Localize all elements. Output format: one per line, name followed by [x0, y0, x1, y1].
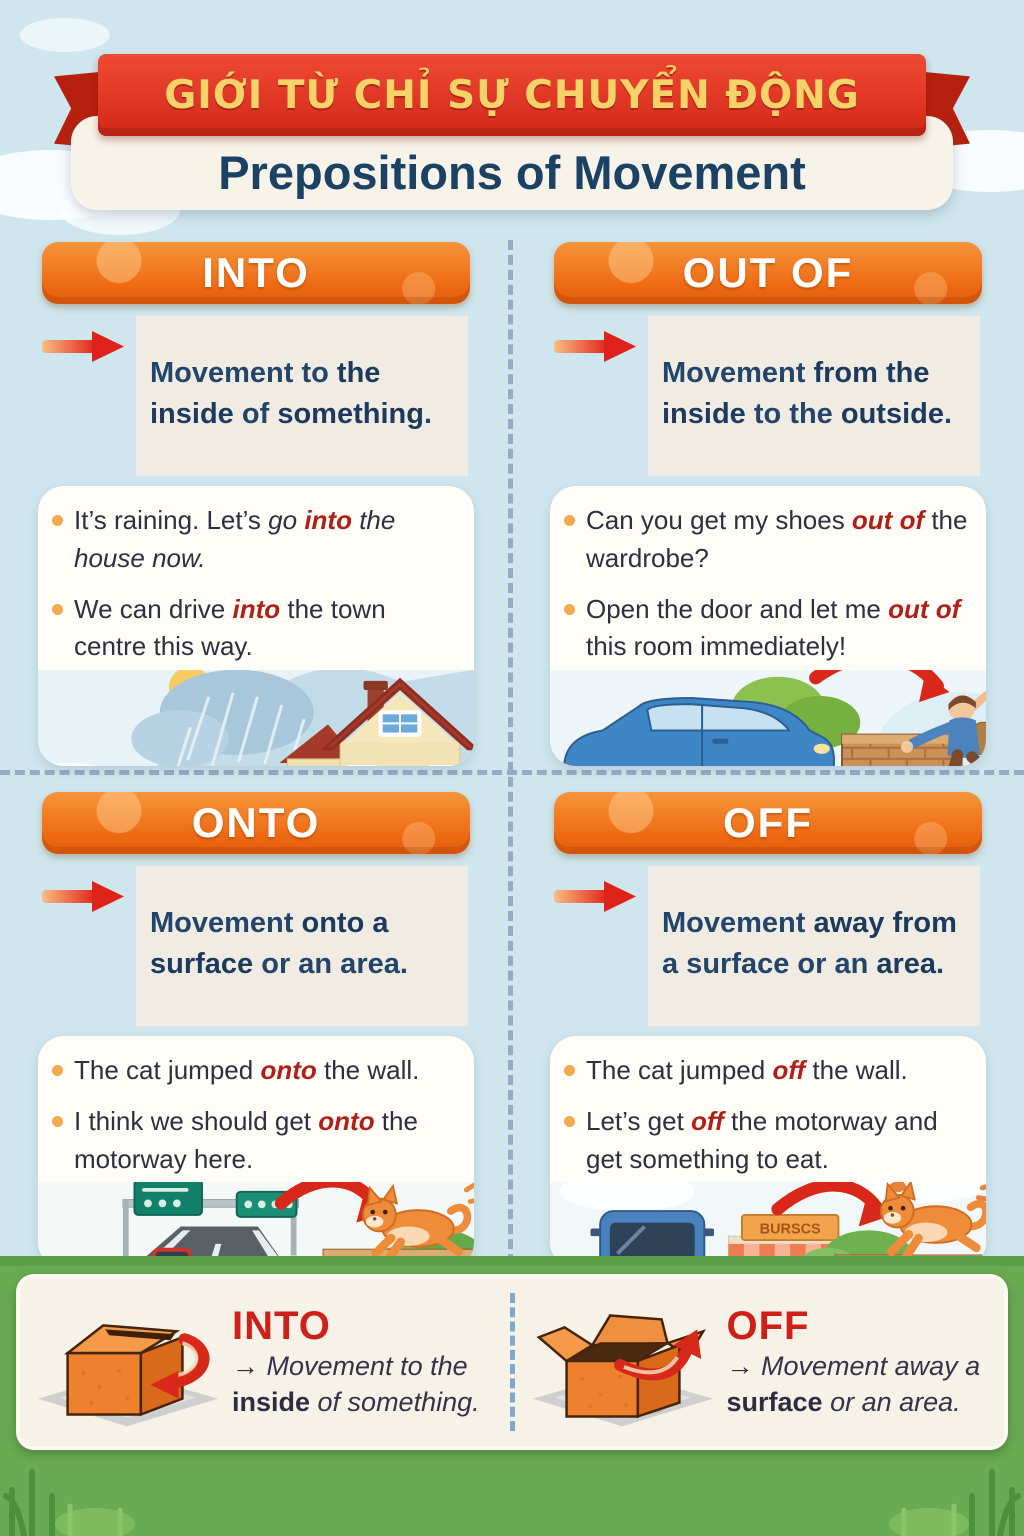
summary-off-text: [727, 1304, 997, 1421]
horizontal-dashed-divider: [0, 770, 1024, 775]
section-title: ONTO: [191, 799, 321, 846]
section-onto: [36, 792, 476, 1268]
grass-footer: [0, 1256, 1024, 1536]
bullet-dot: [564, 604, 575, 615]
vertical-dashed-divider: [508, 240, 513, 1264]
example-text: The cat jumped off the wall.: [586, 1055, 908, 1086]
definition-text: Movement from the inside to the outside.: [662, 357, 953, 431]
cloud-decoration: [20, 18, 110, 52]
grass-tuft-decoration: [874, 1456, 1024, 1536]
shop-sign-text: BURSCS: [759, 1221, 821, 1238]
bullet-dot: [564, 1116, 575, 1127]
examples-list: [550, 486, 986, 670]
section-off-card: [550, 1036, 986, 1268]
page-title: Prepositions of Movement: [218, 146, 806, 199]
examples-list: [550, 1036, 986, 1182]
arrow-right-icon: [552, 878, 640, 914]
bullet-dot: [564, 1065, 575, 1076]
example-text: I think we should get onto the motorway here.: [74, 1106, 418, 1174]
box-into-icon: [28, 1286, 226, 1438]
example-item: [564, 591, 970, 666]
example-item: [564, 1103, 970, 1178]
section-title: OUT OF: [682, 249, 854, 296]
title-ribbon: [98, 54, 926, 136]
example-item: [52, 502, 458, 577]
summary-off-description: → Movement away a surface or an area.: [726, 1350, 981, 1417]
section-out-of-header: [554, 242, 982, 304]
example-text: Let’s get off the motorway and get something to eat.: [586, 1106, 938, 1174]
arrow-glyph: →: [232, 1350, 259, 1381]
bullet-dot: [52, 1065, 63, 1076]
definition-text: Movement away from a surface or an area.: [662, 907, 957, 981]
example-item: [564, 502, 970, 577]
bullet-dot: [52, 604, 63, 615]
section-into-card: [38, 486, 474, 766]
example-text: It’s raining. Let’s go into the house now.: [74, 505, 396, 574]
example-item: [564, 1052, 970, 1090]
section-into-definition: [136, 316, 468, 476]
section-title: OFF: [723, 799, 813, 846]
example-text: The cat jumped onto the wall.: [74, 1055, 420, 1086]
section-out-of: [548, 242, 988, 766]
bullet-dot: [564, 515, 575, 526]
summary-into: [20, 1280, 510, 1444]
house-rain-scene-illustration: [38, 670, 474, 766]
examples-list: [38, 486, 474, 670]
arrow-right-icon: [40, 328, 128, 364]
section-onto-definition: [136, 866, 468, 1026]
section-off-header: [554, 792, 982, 854]
section-off: [548, 792, 988, 1268]
example-text: We can drive into the town centre this way.: [74, 593, 386, 662]
example-text: Can you get my shoes out of the wardrobe?: [586, 505, 968, 574]
definition-text: Movement to the inside of something.: [150, 357, 432, 431]
summary-into-description: → Movement to the inside of something.: [232, 1350, 480, 1417]
ribbon-band: [98, 54, 926, 136]
bullet-dot: [52, 1116, 63, 1127]
summary-into-text: [232, 1304, 502, 1421]
vietnamese-title: GIỚI TỪ CHỈ SỰ CHUYỂN ĐỘNG: [164, 72, 860, 118]
section-out-of-card: [550, 486, 986, 766]
definition-text: Movement onto a surface or an area.: [150, 907, 408, 981]
summary-off: [515, 1280, 1005, 1444]
example-item: [52, 591, 458, 666]
arrow-right-icon: [40, 878, 128, 914]
box-off-icon: [523, 1286, 721, 1438]
section-onto-header: [42, 792, 470, 854]
example-text: Open the door and let me out of this room immediately!: [586, 593, 961, 662]
bullet-dot: [52, 515, 63, 526]
section-into-header: [42, 242, 470, 304]
summary-into-title: INTO: [232, 1303, 331, 1348]
summary-off-title: OFF: [726, 1303, 810, 1348]
example-item: [52, 1052, 458, 1090]
summary-card: [16, 1274, 1008, 1450]
section-off-definition: [648, 866, 980, 1026]
arrow-glyph: →: [726, 1350, 754, 1381]
header: [0, 54, 1024, 210]
section-title: INTO: [202, 249, 310, 296]
car-wall-runner-scene-illustration: [550, 670, 986, 766]
examples-list: [38, 1036, 474, 1182]
section-out-of-definition: [648, 316, 980, 476]
example-item: [52, 1103, 458, 1178]
section-into: [36, 242, 476, 766]
grass-tuft-decoration: [0, 1456, 150, 1536]
arrow-right-icon: [552, 328, 640, 364]
section-onto-card: [38, 1036, 474, 1268]
